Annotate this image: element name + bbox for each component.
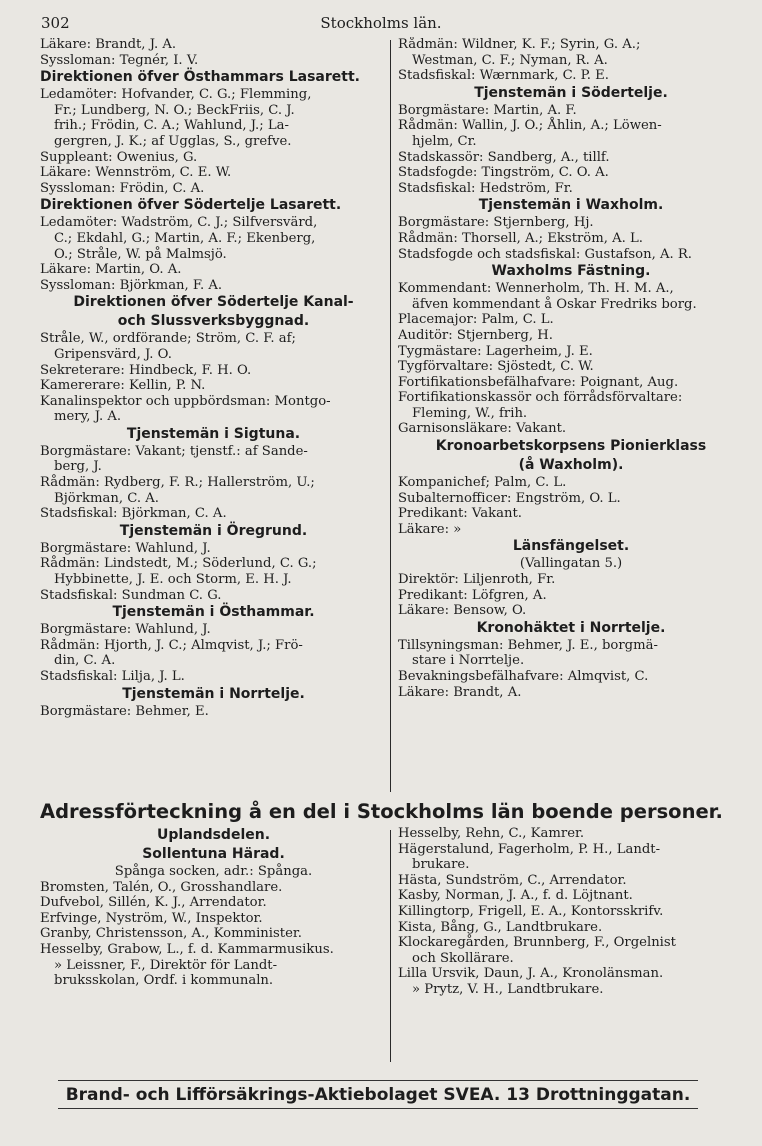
text-line: Läkare: Brandt, A. — [398, 684, 522, 700]
text-line: Rådmän: Rydberg, F. R.; Hallerström, U.; — [40, 475, 315, 491]
text-line: Garnisonsläkare: Vakant. — [398, 421, 567, 437]
text-line: Läkare: Brandt, J. A. — [40, 37, 177, 52]
text-line: gergren, J. K.; af Ugglas, S., grefve. — [54, 133, 292, 149]
text-line: Läkare: Martin, O. A. — [40, 262, 182, 278]
text-line: bruksskolan, Ordf. i kommunaln. — [54, 973, 274, 989]
text-line: Ledamöter: Hofvander, C. G.; Flemming, — [40, 87, 312, 103]
text-line: Bromsten, Talén, O., Grosshandlare. — [40, 879, 283, 895]
text-line: Gripensvärd, J. O. — [54, 346, 172, 362]
text-line: C.; Ekdahl, G.; Martin, A. F.; Ekenberg, — [54, 230, 316, 246]
text-line: Ledamöter: Wadström, C. J.; Silfversvärd, — [40, 215, 318, 231]
text-line: och Skollärare. — [412, 950, 514, 966]
right-column-top — [398, 37, 744, 789]
text-line: Granby, Christensson, A., Komminister. — [40, 926, 302, 942]
text-line: Fortifikationskassör och förrådsförvaltare: — [398, 390, 683, 406]
section-heading: Direktionen öfver Södertelje Lasarett. — [40, 197, 342, 214]
section-heading: Tjenstemän i Waxholm. — [478, 197, 664, 214]
text-line: Stadskassör: Sandberg, A., tillf. — [398, 149, 610, 165]
text-line: Kasby, Norman, J. A., f. d. Löjtnant. — [398, 888, 633, 904]
text-line: Syssloman: Björkman, F. A. — [40, 277, 223, 293]
text-line: Stadsfiskal: Björkman, C. A. — [40, 506, 227, 522]
text-line: Tygmästare: Lagerheim, J. E. — [398, 343, 593, 359]
text-line: Erfvinge, Nyström, W., Inspektor. — [40, 910, 263, 926]
text-line: Borgmästare: Behmer, E. — [40, 703, 209, 719]
text-line: Syssloman: Frödin, C. A. — [40, 180, 205, 196]
text-line: Predikant: Vakant. — [398, 506, 522, 522]
section-heading: och Slussverksbyggnad. — [117, 313, 310, 330]
text-line: Stråle, W., ordförande; Ström, C. F. af; — [40, 331, 296, 347]
text-line: Killingtorp, Frigell, E. A., Kontorsskrifv. — [398, 903, 664, 919]
text-line: stare i Norrtelje. — [412, 653, 525, 669]
text-line: Borgmästare: Wahlund, J. — [40, 540, 211, 556]
text-line: Rådmän: Wildner, K. F.; Syrin, G. A.; — [398, 37, 641, 52]
text-line: Lilla Ursvik, Daun, J. A., Kronolänsman. — [398, 966, 664, 982]
text-line: » Leissner, F., Direktör för Landt- — [54, 957, 278, 973]
text-line: Stadsfiskal: Sundman C. G. — [40, 587, 222, 603]
section-heading: Direktionen öfver Östhammars Lasarett. — [40, 69, 360, 86]
text-line: Borgmästare: Stjernberg, Hj. — [398, 215, 594, 231]
section-heading: Uplandsdelen. — [156, 827, 271, 843]
text-line: Borgmästare: Vakant; tjenstf.: af Sande- — [40, 443, 308, 459]
text-line: Auditör: Stjernberg, H. — [398, 327, 553, 343]
section-title: Adressförteckning å en del i Stockholms län boende personer. — [40, 800, 723, 823]
text-line: Stadsfiskal: Wærnmark, C. P. E. — [398, 68, 609, 84]
left-column-bottom — [40, 826, 387, 1066]
text-line: Hesselby, Grabow, L., f. d. Kammarmusikus. — [40, 941, 334, 957]
text-line: Hybbinette, J. E. och Storm, E. H. J. — [54, 572, 292, 588]
section-heading: Kronohäktet i Norrtelje. — [476, 619, 666, 636]
text-line: Stadsfiskal: Hedström, Fr. — [398, 180, 573, 196]
text-line: Subalternofficer: Engström, O. L. — [398, 490, 621, 506]
text-line: Kompanichef; Palm, C. L. — [398, 475, 567, 491]
left-column-top — [40, 37, 387, 789]
text-line: äfven kommendant å Oskar Fredriks borg. — [412, 296, 697, 312]
column-divider-top — [390, 40, 391, 792]
text-line: Läkare: » — [398, 521, 462, 537]
section-heading: Tjenstemän i Öregrund. — [119, 522, 308, 539]
text-line: Fortifikationsbefälhafvare: Poignant, Aug. — [398, 374, 679, 390]
text-line: Fr.; Lundberg, N. O.; BeckFriis, C. J. — [54, 102, 295, 118]
section-heading: Tjenstemän i Norrtelje. — [122, 685, 305, 702]
text-line: Placemajor: Palm, C. L. — [398, 312, 554, 328]
text-line: hjelm, Cr. — [412, 133, 477, 149]
text-line: Dufvebol, Sillén, K. J., Arrendator. — [40, 895, 267, 911]
text-line: (Vallingatan 5.) — [519, 556, 623, 572]
text-line: Rådmän: Thorsell, A.; Ekström, A. L. — [398, 230, 643, 246]
text-line: Kista, Bång, G., Landtbrukare. — [398, 919, 603, 935]
text-line: Stadsfogde: Tingström, C. O. A. — [398, 165, 609, 181]
text-line: Spånga socken, adr.: Spånga. — [114, 864, 313, 879]
page-number: 302 — [41, 14, 70, 32]
text-line: Fleming, W., frih. — [412, 405, 528, 421]
text-line: brukare. — [412, 857, 470, 873]
section-heading: Sollentuna Härad. — [142, 846, 285, 862]
text-line: Sekreterare: Hindbeck, F. H. O. — [40, 362, 252, 378]
text-line: Hästa, Sundström, C., Arrendator. — [398, 872, 627, 888]
text-line: frih.; Frödin, C. A.; Wahlund, J.; La- — [54, 118, 289, 134]
text-line: Predikant: Löfgren, A. — [398, 587, 547, 603]
section-heading: Tjenstemän i Sigtuna. — [126, 425, 301, 442]
text-line: Klockaregården, Brunnberg, F., Orgelnist — [398, 935, 676, 951]
text-line: Kanalinspektor och uppbördsman: Montgo- — [40, 393, 331, 409]
section-heading: (å Waxholm). — [518, 457, 624, 474]
section-heading: Länsfängelset. — [512, 538, 630, 555]
section-heading: Kronoarbetskorpsens Pionierklass — [435, 438, 707, 455]
text-line: berg, J. — [54, 459, 102, 475]
footer-advertisement: Brand- och Lifförsäkrings-Aktiebolaget SVEA. 13 Drottninggatan. — [65, 1085, 691, 1105]
text-line: Rådmän: Wallin, J. O.; Åhlin, A.; Löwen- — [398, 118, 662, 134]
text-line: mery, J. A. — [54, 409, 122, 425]
text-line: Hesselby, Rehn, C., Kamrer. — [398, 826, 585, 841]
text-line: Kamererare: Kellin, P. N. — [40, 378, 206, 394]
text-line: Rådmän: Hjorth, J. C.; Almqvist, J.; Frö- — [40, 637, 303, 653]
section-heading: Waxholms Fästning. — [491, 263, 651, 280]
text-line: Hägerstalund, Fagerholm, P. H., Landt- — [398, 841, 661, 857]
text-line: Läkare: Bensow, O. — [398, 603, 527, 619]
text-line: Tillsyningsman: Behmer, J. E., borgmä- — [398, 637, 658, 653]
text-line: O.; Stråle, W. på Malmsjö. — [54, 246, 227, 262]
column-divider-bottom — [390, 830, 391, 1062]
section-heading: Tjenstemän i Östhammar. — [112, 604, 315, 621]
text-line: Stadsfiskal: Lilja, J. L. — [40, 669, 185, 684]
text-line: Suppleant: Owenius, G. — [40, 149, 198, 165]
footer-rule-bottom — [58, 1108, 698, 1109]
section-heading: Direktionen öfver Södertelje Kanal- — [73, 294, 354, 311]
text-line: » Prytz, V. H., Landtbrukare. — [412, 981, 604, 997]
text-line: Läkare: Wennström, C. E. W. — [40, 165, 232, 181]
text-line: Tygförvaltare: Sjöstedt, C. W. — [398, 359, 594, 375]
text-line: Stadsfogde och stadsfiskal: Gustafson, A. R. — [398, 246, 692, 262]
section-heading: Tjenstemän i Södertelje. — [474, 84, 668, 101]
text-line: din, C. A. — [54, 653, 116, 669]
text-line: Borgmästare: Wahlund, J. — [40, 622, 211, 638]
text-line: Syssloman: Tegnér, I. V. — [40, 52, 199, 68]
text-line: Borgmästare: Martin, A. F. — [398, 102, 577, 118]
footer-rule-top — [58, 1080, 698, 1081]
text-line: Rådmän: Lindstedt, M.; Söderlund, C. G.; — [40, 556, 317, 572]
text-line: Direktör: Liljenroth, Fr. — [398, 572, 556, 588]
page-header — [0, 14, 762, 36]
text-line: Westman, C. F.; Nyman, R. A. — [412, 52, 608, 68]
right-column-bottom — [398, 826, 744, 1066]
text-line: Björkman, C. A. — [54, 490, 159, 506]
text-line: Kommendant: Wennerholm, Th. H. M. A., — [398, 281, 674, 297]
running-title: Stockholms län. — [320, 14, 442, 32]
text-line: Bevakningsbefälhafvare: Almqvist, C. — [398, 669, 649, 684]
